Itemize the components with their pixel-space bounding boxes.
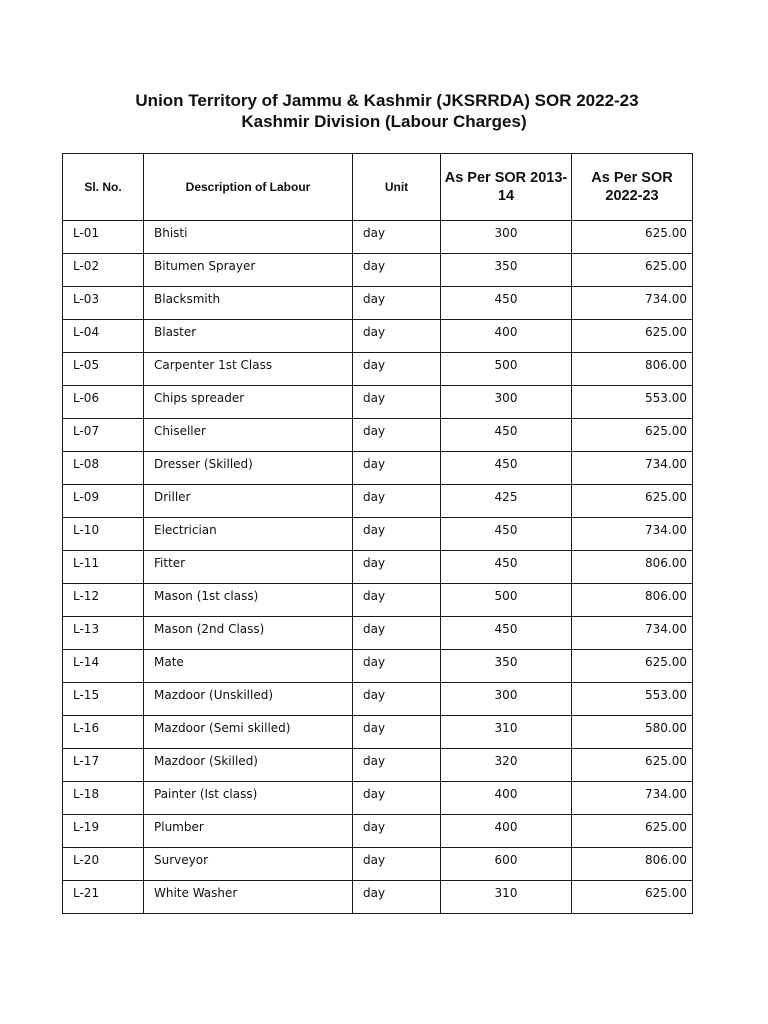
cell-description: Surveyor bbox=[144, 848, 353, 881]
table-row bbox=[63, 617, 693, 650]
cell-description: Mate bbox=[144, 650, 353, 683]
cell-sl-no: L-01 bbox=[63, 221, 144, 254]
cell-sor-2013-14: 310 bbox=[441, 716, 572, 749]
cell-description: Plumber bbox=[144, 815, 353, 848]
cell-sor-2013-14: 300 bbox=[441, 683, 572, 716]
cell-sor-2013-14: 500 bbox=[441, 353, 572, 386]
cell-unit: day bbox=[353, 221, 441, 254]
cell-sor-2022-23: 734.00 bbox=[572, 452, 693, 485]
cell-unit: day bbox=[353, 320, 441, 353]
cell-sl-no: L-20 bbox=[63, 848, 144, 881]
cell-sl-no: L-17 bbox=[63, 749, 144, 782]
cell-sor-2022-23: 734.00 bbox=[572, 617, 693, 650]
cell-description: Mason (2nd Class) bbox=[144, 617, 353, 650]
cell-sl-no: L-02 bbox=[63, 254, 144, 287]
cell-unit: day bbox=[353, 254, 441, 287]
table-row bbox=[63, 221, 693, 254]
cell-sl-no: L-15 bbox=[63, 683, 144, 716]
cell-sl-no: L-12 bbox=[63, 584, 144, 617]
cell-description: White Washer bbox=[144, 881, 353, 914]
cell-sl-no: L-08 bbox=[63, 452, 144, 485]
cell-description: Fitter bbox=[144, 551, 353, 584]
header-sor-2022-23: As Per SOR 2022-23 bbox=[572, 154, 693, 221]
table-row bbox=[63, 881, 693, 914]
cell-sor-2013-14: 450 bbox=[441, 617, 572, 650]
table-row bbox=[63, 716, 693, 749]
cell-sor-2022-23: 806.00 bbox=[572, 551, 693, 584]
cell-sl-no: L-09 bbox=[63, 485, 144, 518]
table-row bbox=[63, 551, 693, 584]
table-row bbox=[63, 485, 693, 518]
cell-sor-2022-23: 806.00 bbox=[572, 848, 693, 881]
cell-sor-2022-23: 625.00 bbox=[572, 320, 693, 353]
cell-sor-2013-14: 400 bbox=[441, 815, 572, 848]
cell-sl-no: L-10 bbox=[63, 518, 144, 551]
table-row bbox=[63, 749, 693, 782]
table-row bbox=[63, 452, 693, 485]
cell-unit: day bbox=[353, 683, 441, 716]
cell-sl-no: L-06 bbox=[63, 386, 144, 419]
cell-unit: day bbox=[353, 485, 441, 518]
cell-unit: day bbox=[353, 782, 441, 815]
document-title: Union Territory of Jammu & Kashmir (JKSRRDA) SOR 2022-23 bbox=[135, 91, 639, 110]
cell-unit: day bbox=[353, 518, 441, 551]
cell-unit: day bbox=[353, 881, 441, 914]
cell-description: Carpenter 1st Class bbox=[144, 353, 353, 386]
cell-sl-no: L-13 bbox=[63, 617, 144, 650]
cell-sor-2013-14: 500 bbox=[441, 584, 572, 617]
cell-sor-2022-23: 625.00 bbox=[572, 419, 693, 452]
cell-unit: day bbox=[353, 650, 441, 683]
table-header-row bbox=[63, 154, 693, 221]
cell-sl-no: L-18 bbox=[63, 782, 144, 815]
cell-sor-2022-23: 625.00 bbox=[572, 881, 693, 914]
cell-sor-2022-23: 806.00 bbox=[572, 353, 693, 386]
table-row bbox=[63, 683, 693, 716]
cell-sl-no: L-07 bbox=[63, 419, 144, 452]
cell-description: Blaster bbox=[144, 320, 353, 353]
cell-description: Painter (Ist class) bbox=[144, 782, 353, 815]
cell-sor-2022-23: 734.00 bbox=[572, 287, 693, 320]
cell-unit: day bbox=[353, 617, 441, 650]
table-row bbox=[63, 320, 693, 353]
cell-sor-2022-23: 553.00 bbox=[572, 683, 693, 716]
cell-description: Electrician bbox=[144, 518, 353, 551]
cell-sor-2022-23: 625.00 bbox=[572, 254, 693, 287]
header-sl-no: Sl. No. bbox=[63, 154, 144, 221]
cell-sor-2013-14: 400 bbox=[441, 782, 572, 815]
cell-description: Driller bbox=[144, 485, 353, 518]
cell-description: Mazdoor (Semi skilled) bbox=[144, 716, 353, 749]
table-row bbox=[63, 848, 693, 881]
table-row bbox=[63, 782, 693, 815]
cell-description: Dresser (Skilled) bbox=[144, 452, 353, 485]
header-sor-2013-14: As Per SOR 2013-14 bbox=[441, 154, 572, 221]
cell-description: Mazdoor (Unskilled) bbox=[144, 683, 353, 716]
table-row bbox=[63, 584, 693, 617]
table-row bbox=[63, 386, 693, 419]
cell-sor-2022-23: 625.00 bbox=[572, 221, 693, 254]
cell-sl-no: L-05 bbox=[63, 353, 144, 386]
table-row bbox=[63, 287, 693, 320]
cell-sor-2013-14: 450 bbox=[441, 452, 572, 485]
cell-sor-2013-14: 450 bbox=[441, 419, 572, 452]
cell-description: Bitumen Sprayer bbox=[144, 254, 353, 287]
document-subtitle: Kashmir Division (Labour Charges) bbox=[241, 112, 527, 131]
cell-sor-2022-23: 734.00 bbox=[572, 518, 693, 551]
cell-unit: day bbox=[353, 551, 441, 584]
cell-sor-2013-14: 450 bbox=[441, 551, 572, 584]
cell-unit: day bbox=[353, 848, 441, 881]
cell-sor-2022-23: 580.00 bbox=[572, 716, 693, 749]
cell-unit: day bbox=[353, 584, 441, 617]
cell-sor-2013-14: 425 bbox=[441, 485, 572, 518]
header-description: Description of Labour bbox=[144, 154, 353, 221]
cell-sor-2013-14: 310 bbox=[441, 881, 572, 914]
table-row bbox=[63, 419, 693, 452]
cell-sl-no: L-14 bbox=[63, 650, 144, 683]
cell-sor-2013-14: 350 bbox=[441, 254, 572, 287]
cell-description: Mason (1st class) bbox=[144, 584, 353, 617]
cell-unit: day bbox=[353, 452, 441, 485]
cell-sor-2022-23: 625.00 bbox=[572, 815, 693, 848]
cell-sl-no: L-11 bbox=[63, 551, 144, 584]
cell-sor-2013-14: 300 bbox=[441, 386, 572, 419]
cell-description: Mazdoor (Skilled) bbox=[144, 749, 353, 782]
cell-unit: day bbox=[353, 815, 441, 848]
cell-sl-no: L-04 bbox=[63, 320, 144, 353]
cell-sl-no: L-21 bbox=[63, 881, 144, 914]
cell-description: Blacksmith bbox=[144, 287, 353, 320]
cell-description: Chiseller bbox=[144, 419, 353, 452]
cell-sor-2013-14: 300 bbox=[441, 221, 572, 254]
cell-sl-no: L-03 bbox=[63, 287, 144, 320]
cell-sor-2013-14: 600 bbox=[441, 848, 572, 881]
cell-sor-2013-14: 400 bbox=[441, 320, 572, 353]
cell-unit: day bbox=[353, 716, 441, 749]
cell-unit: day bbox=[353, 353, 441, 386]
table-row bbox=[63, 650, 693, 683]
cell-sor-2022-23: 806.00 bbox=[572, 584, 693, 617]
cell-sor-2022-23: 625.00 bbox=[572, 650, 693, 683]
cell-sor-2022-23: 734.00 bbox=[572, 782, 693, 815]
cell-unit: day bbox=[353, 419, 441, 452]
cell-sor-2022-23: 625.00 bbox=[572, 749, 693, 782]
cell-sor-2013-14: 350 bbox=[441, 650, 572, 683]
table-row bbox=[63, 518, 693, 551]
table-row bbox=[63, 815, 693, 848]
cell-unit: day bbox=[353, 287, 441, 320]
labour-charges-table bbox=[62, 153, 693, 914]
header-unit: Unit bbox=[353, 154, 441, 221]
cell-sor-2013-14: 450 bbox=[441, 518, 572, 551]
cell-description: Chips spreader bbox=[144, 386, 353, 419]
table-row bbox=[63, 254, 693, 287]
cell-unit: day bbox=[353, 386, 441, 419]
cell-sor-2022-23: 625.00 bbox=[572, 485, 693, 518]
cell-description: Bhisti bbox=[144, 221, 353, 254]
table-row bbox=[63, 353, 693, 386]
cell-unit: day bbox=[353, 749, 441, 782]
cell-sl-no: L-19 bbox=[63, 815, 144, 848]
cell-sl-no: L-16 bbox=[63, 716, 144, 749]
cell-sor-2022-23: 553.00 bbox=[572, 386, 693, 419]
cell-sor-2013-14: 320 bbox=[441, 749, 572, 782]
cell-sor-2013-14: 450 bbox=[441, 287, 572, 320]
